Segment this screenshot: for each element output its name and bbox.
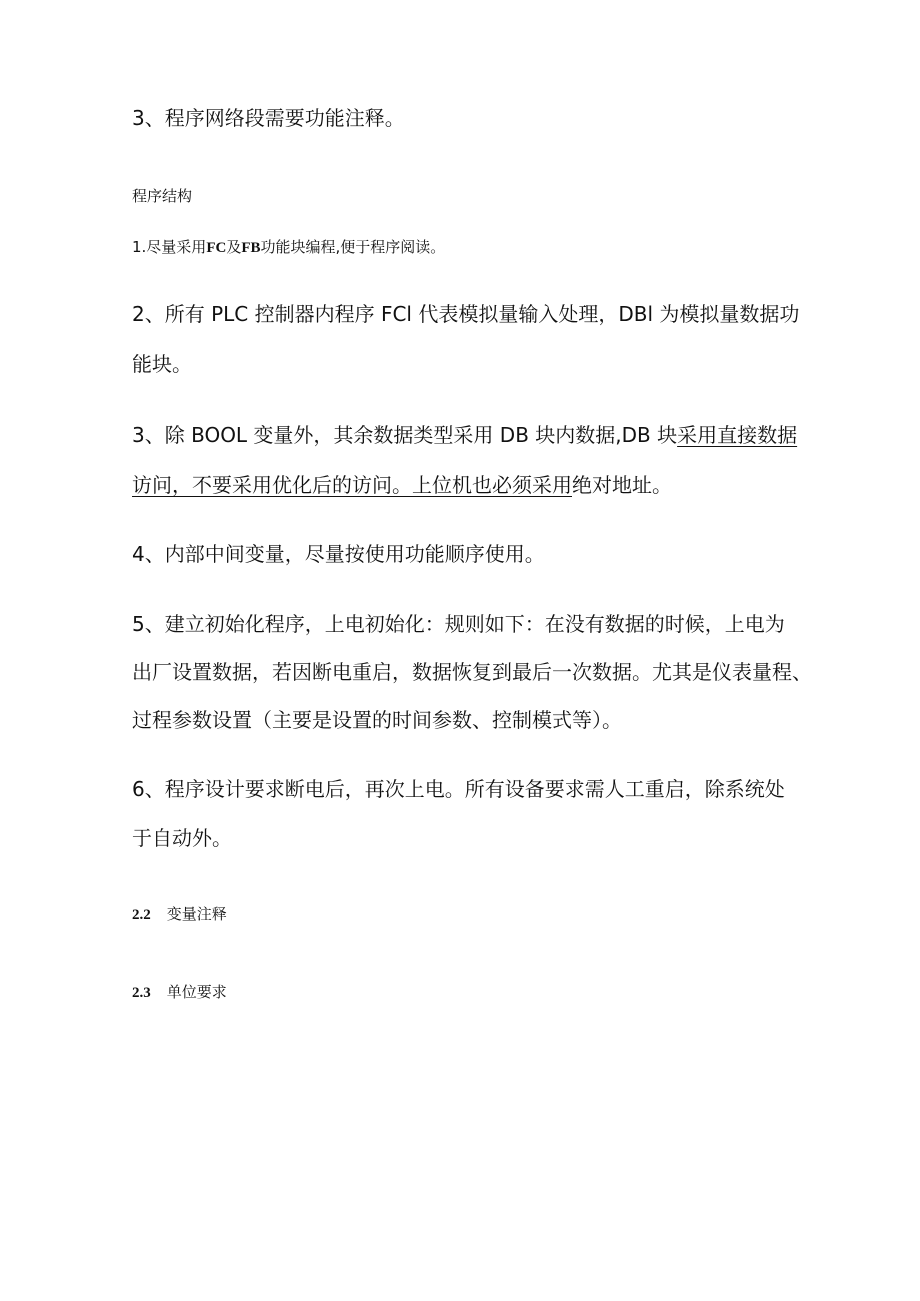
item-3-line-2-plain: 绝对地址。 (572, 473, 672, 497)
section-2-3-title: 单位要求 (166, 983, 227, 1001)
section-2-2-title: 变量注释 (166, 905, 227, 923)
item-4: 4、内部中间变量，尽量按使用功能顺序使用。 (132, 542, 545, 566)
item-6-line-2: 于自动外。 (132, 826, 232, 850)
item-1-suffix: 功能块编程,便于程序阅读。 (260, 238, 446, 256)
item-3-line-2-underlined: 访问，不要采用优化后的访问。上位机也必须采用 (132, 473, 572, 497)
item-5-line-3: 过程参数设置（主要是设置的时间参数、控制模式等）。 (132, 708, 622, 732)
item-1-fb: FB (241, 240, 261, 256)
section-2-2-heading (132, 905, 802, 924)
item-3-line-2 (132, 473, 802, 497)
section-2-3-heading (132, 983, 802, 1002)
item-5-line-2: 出厂设置数据，若因断电重启，数据恢复到最后一次数据。尤其是仪表量程、 (132, 660, 812, 684)
item-3-line-1 (132, 423, 802, 447)
item-3-line-1-underlined: 采用直接数据 (677, 423, 798, 447)
item-5-line-1: 5、建立初始化程序，上电初始化：规则如下：在没有数据的时候，上电为 (132, 612, 785, 636)
section-2-2-number: 2.2 (132, 907, 151, 923)
program-structure-heading: 程序结构 (132, 187, 193, 205)
item-1-mid: 及 (226, 238, 242, 256)
section-2-3-number: 2.3 (132, 985, 151, 1001)
item-6-line-1: 6、程序设计要求断电后，再次上电。所有设备要求需人工重启，除系统处 (132, 777, 785, 801)
item-1-fc-fb (132, 238, 802, 257)
item-2-line-2: 能块。 (132, 352, 192, 376)
item-3-line-1-plain: 3、除 BOOL 变量外，其余数据类型采用 DB 块内数据,DB 块 (132, 423, 678, 447)
item-3-network-comment: 3、程序网络段需要功能注释。 (132, 106, 405, 130)
item-1-prefix: 1.尽量采用 (132, 238, 207, 256)
item-1-fc: FC (206, 240, 227, 256)
item-2-line-1: 2、所有 PLC 控制器内程序 FCl 代表模拟量输入处理，DBl 为模拟量数据功 (132, 302, 800, 326)
